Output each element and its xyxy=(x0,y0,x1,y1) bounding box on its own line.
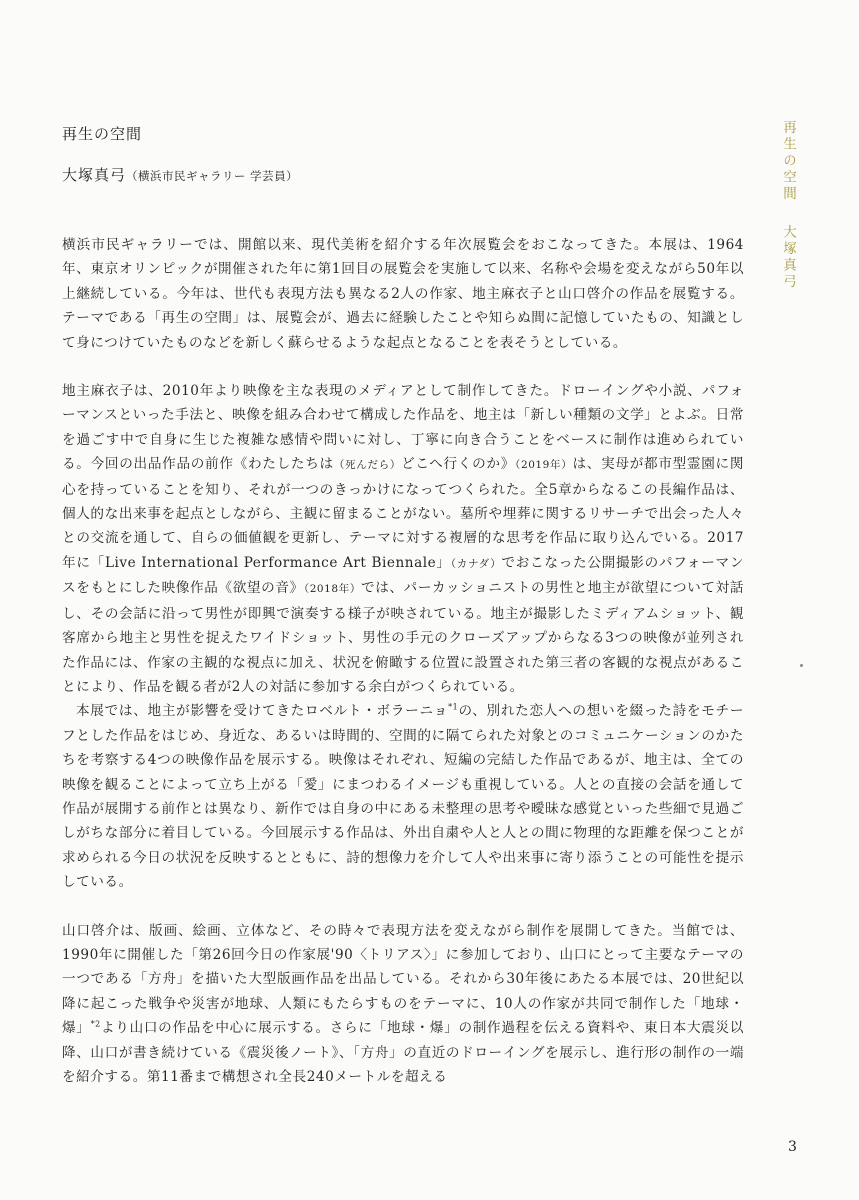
paragraph-jinushi-small-2: （2019年） xyxy=(515,459,573,472)
page-number: 3 xyxy=(788,1139,797,1155)
paragraph-exhibition-text-1: 本展では、地主が影響を受けてきたロベルト・ボラーニョ xyxy=(76,703,449,720)
author-name: 大塚真弓 xyxy=(62,166,127,184)
paragraph-jinushi-small-1: （死んだら） xyxy=(333,459,402,472)
margin-mark xyxy=(800,664,803,667)
paragraph-jinushi-text-2: どこへ行くのか》 xyxy=(401,456,515,473)
author-line xyxy=(62,164,298,185)
paragraph-jinushi-text-5: では、パーカッショニストの男性と地主が欲望について対話し、その会話に沿って男性が即興で演奏する様子が映されている。地主が撮影したミディアムショット、観客席から地主と男性を捉えたワイドショット、男性の手元のクローズアップからなる3つの映像が並列された作品には、作家の主観的な視点に加え、状況を俯瞰する位置に設置された第三者の客観的な視点があることにより、作品を観る者が2人の対話に参加する余白がつくられている。 xyxy=(62,580,744,695)
paragraph-jinushi-text-4: でおこなった公開撮影のパフォーマンスをもとにした映像作品《欲望の音》 xyxy=(62,554,744,597)
paragraph-yamaguchi-text-2: より山口の作品を中心に展示する。さらに「地球・爆」の制作過程を伝える資料や、東日本大震災以降、山口が書き続けている《震災後ノート》、「方舟」の直近のドローイングを展示し、進行形の制作の一端を紹介する。第11番まで構想され全長240メートルを超える xyxy=(62,1020,744,1085)
paragraph-exhibition-jinushi xyxy=(62,699,744,894)
section-title: 再生の空間 xyxy=(62,125,143,143)
paragraph-yamaguchi xyxy=(62,919,744,1090)
paragraph-intro-text: 横浜市民ギャラリーでは、開館以来、現代美術を紹介する年次展覧会をおこなってきた。本展は、1964年、東京オリンピックが開催された年に第1回目の展覧会を実施して以来、名称や会場を変えながら50年以上継続している。今年は、世代も表現方法も異なる2人の作家、地主麻衣子と山口啓介の作品を展覧する。テーマである「再生の空間」は、展覧会が、過去に経験したことや知らぬ間に記憶していたもの、知識として身につけていたものなどを新しく蘇らせるような起点となることを表そうとしている。 xyxy=(62,237,744,351)
author-affiliation: （横浜市民ギャラリー 学芸員） xyxy=(126,169,299,183)
running-header-vertical xyxy=(780,120,796,291)
paragraph-exhibition-text-2: の、別れた恋人への想いを綴った詩をモチーフとした作品をはじめ、身近な、あるいは時間的、空間的に隔てられた対象とのコミュニケーションのかたちを考察する4つの映像作品を展示する。映像はそれぞれ、短編の完結した作品であるが、地主は、全ての映像を観ることによって立ち上がる「愛」にまつわるイメージも重視している。人との直接の会話を通して作品が展開する前作とは異なり、新作では自身の中にある未整理の思考や曖昧な感覚といった些細で見過ごしがちな部分に着目している。今回展示する作品は、外出自粛や人と人との間に物理的な距離を保つことが求められる今日の状況を反映するとともに、詩的想像力を介して人や出来事に寄り添うことの可能性を提示している。 xyxy=(62,703,744,891)
running-header-author: 大塚真弓 xyxy=(780,224,796,291)
article-body xyxy=(62,233,744,1113)
paragraph-jinushi-text-1: 地主麻衣子は、2010年より映像を主な表現のメディアとして制作してきた。ドローイングや小説、パフォーマンスといった手法と、映像を組み合わせて構成した作品を、地主は「新しい種類の文学」とよぶ。日常を過ごす中で自身に生じた複雑な感情や問いに対し、丁寧に向き合うことをベースに制作は進められている。今回の出品作品の前作《わたしたちは xyxy=(62,383,744,473)
paragraph-yamaguchi-text-1: 山口啓介は、版画、絵画、立体など、その時々で表現方法を変えながら制作を展開してきた。当館では、1990年に開催した「第26回今日の作家展'90〈トリアス〉」に参加しており、山口にとって主要なテーマの一つである「方舟」を描いた大型版画作品を出品している。それから30年後にあたる本展では、20世紀以降に起こった戦争や災害が地球、人類にもたらすものをテーマに、10人の作家が共同で制作した「地球・爆」 xyxy=(62,922,744,1037)
paragraph-intro xyxy=(62,233,744,355)
paragraph-jinushi-text-3: は、実母が都市型霊園に関心を持っていることを知り、それが一つのきっかけになってつくられた。全5章からなるこの長編作品は、個人的な出来事を起点としながら、主観に留まることがない。墓所や埋葬に関するリサーチで出会った人々との交流を通して、自らの価値観を更新し、テーマに対する複層的な思考を作品に取り込んでいる。2017年に「Live International Performance Art Biennale」 xyxy=(62,456,744,571)
footnote-marker-2: *2 xyxy=(90,1019,101,1029)
running-header-title: 再生の空間 xyxy=(780,120,796,203)
paragraph-jinushi-small-4: （2018年） xyxy=(303,583,361,596)
footnote-marker-1: *1 xyxy=(448,702,459,712)
paragraph-jinushi xyxy=(62,379,744,699)
paragraph-jinushi-small-3: （カナダ） xyxy=(450,557,502,570)
